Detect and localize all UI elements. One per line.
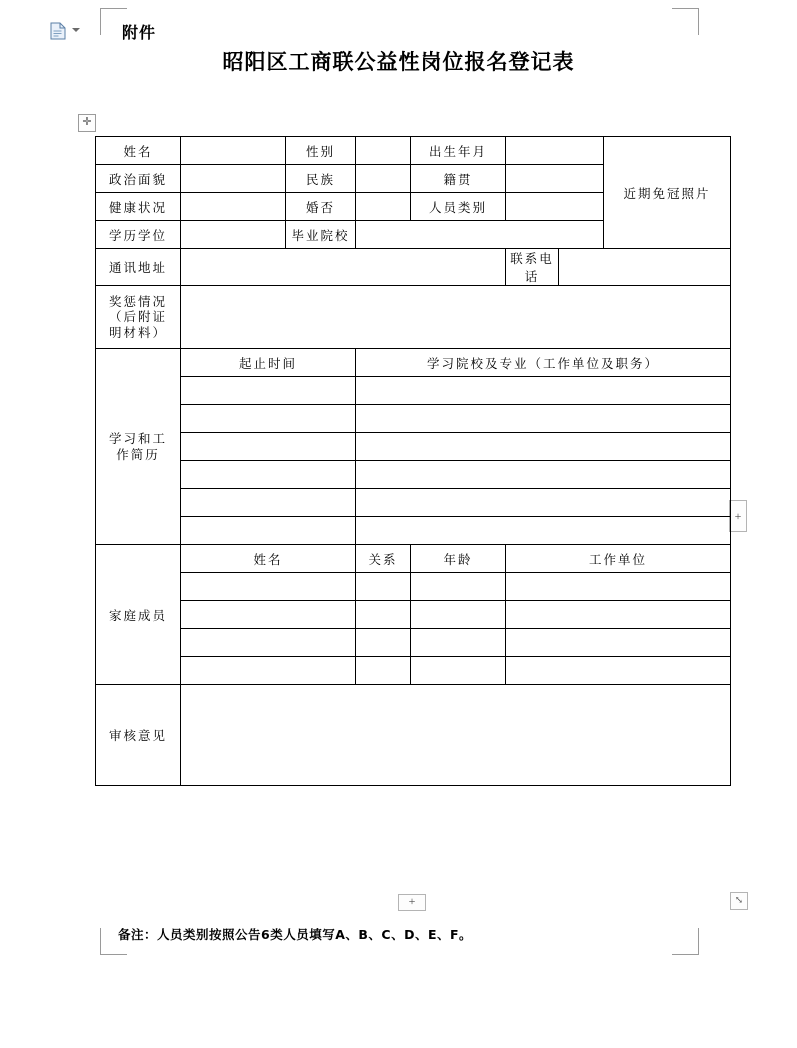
document-icon[interactable] [50, 22, 66, 40]
add-column-button[interactable]: + [729, 500, 747, 532]
cell-period[interactable] [181, 517, 356, 545]
cell-relation[interactable] [356, 573, 411, 601]
registration-form-table [95, 136, 731, 786]
label-ethnicity: 民族 [286, 165, 356, 193]
cell-work-unit[interactable] [506, 573, 731, 601]
cell-experience-detail[interactable] [356, 405, 731, 433]
table-row [96, 601, 731, 629]
page-title: 昭阳区工商联公益性岗位报名登记表 [222, 50, 575, 74]
value-address[interactable] [181, 249, 506, 286]
table-row [96, 545, 731, 573]
label-person-type: 人员类别 [411, 193, 506, 221]
cell-family-name[interactable] [181, 657, 356, 685]
footer-note: 备注：人员类别按照公告6类人员填写A、B、C、D、E、F。 [118, 927, 473, 942]
table-row [96, 249, 731, 286]
cell-family-name[interactable] [181, 601, 356, 629]
label-phone: 联系电话 [506, 249, 559, 286]
cell-relation[interactable] [356, 657, 411, 685]
table-row [96, 517, 731, 545]
label-gender: 性别 [286, 137, 356, 165]
cell-age[interactable] [411, 601, 506, 629]
label-photo: 近期免冠照片 [604, 137, 731, 249]
attachment-label: 附件 [122, 23, 157, 42]
value-review-opinion[interactable] [181, 685, 731, 786]
cell-period[interactable] [181, 377, 356, 405]
value-marital[interactable] [356, 193, 411, 221]
table-row [96, 573, 731, 601]
cell-relation[interactable] [356, 601, 411, 629]
table-row [96, 137, 731, 165]
label-native-place: 籍贯 [411, 165, 506, 193]
value-awards[interactable] [181, 286, 731, 349]
label-political-status: 政治面貌 [96, 165, 181, 193]
header-experience-detail: 学习院校及专业（工作单位及职务） [356, 349, 731, 377]
table-row [96, 405, 731, 433]
header-age: 年龄 [411, 545, 506, 573]
label-name: 姓名 [96, 137, 181, 165]
value-ethnicity[interactable] [356, 165, 411, 193]
add-row-button[interactable]: + [398, 894, 426, 911]
value-native-place[interactable] [506, 165, 604, 193]
label-awards-line1: 奖惩情况 [108, 293, 167, 309]
value-school[interactable] [356, 221, 604, 249]
label-address: 通讯地址 [96, 249, 181, 286]
cell-period[interactable] [181, 405, 356, 433]
crop-mark-bottom-right [672, 928, 699, 955]
label-awards [96, 286, 181, 349]
value-health[interactable] [181, 193, 286, 221]
label-marital: 婚否 [286, 193, 356, 221]
header-period: 起止时间 [181, 349, 356, 377]
cell-experience-detail[interactable] [356, 517, 731, 545]
value-education[interactable] [181, 221, 286, 249]
table-row [96, 685, 731, 786]
label-birth-date: 出生年月 [411, 137, 506, 165]
table-row [96, 286, 731, 349]
table-row [96, 433, 731, 461]
header-family-name: 姓名 [181, 545, 356, 573]
cell-family-name[interactable] [181, 573, 356, 601]
table-row [96, 349, 731, 377]
crop-mark-top-right [672, 8, 699, 35]
cell-work-unit[interactable] [506, 629, 731, 657]
value-birth-date[interactable] [506, 137, 604, 165]
value-name[interactable] [181, 137, 286, 165]
table-move-handle[interactable]: ✛ [78, 114, 96, 132]
table-row [96, 377, 731, 405]
chevron-down-icon[interactable] [72, 28, 80, 32]
value-gender[interactable] [356, 137, 411, 165]
label-school: 毕业院校 [286, 221, 356, 249]
label-family: 家庭成员 [96, 545, 181, 685]
label-awards-line2: （后附证 [108, 309, 167, 325]
label-experience [96, 349, 181, 545]
header-work-unit: 工作单位 [506, 545, 731, 573]
table-row [96, 489, 731, 517]
label-awards-line3: 明材料） [108, 324, 167, 340]
table-row [96, 629, 731, 657]
value-phone[interactable] [559, 249, 731, 286]
cell-period[interactable] [181, 433, 356, 461]
label-health: 健康状况 [96, 193, 181, 221]
cell-experience-detail[interactable] [356, 489, 731, 517]
cell-age[interactable] [411, 573, 506, 601]
label-education: 学历学位 [96, 221, 181, 249]
label-experience-line2: 作简历 [116, 446, 160, 462]
value-person-type[interactable] [506, 193, 604, 221]
value-political-status[interactable] [181, 165, 286, 193]
table-row [96, 657, 731, 685]
cell-period[interactable] [181, 461, 356, 489]
table-row [96, 461, 731, 489]
header-relation: 关系 [356, 545, 411, 573]
label-review-opinion: 审核意见 [96, 685, 181, 786]
cell-experience-detail[interactable] [356, 433, 731, 461]
cell-work-unit[interactable] [506, 657, 731, 685]
label-experience-line1: 学习和工 [108, 430, 167, 446]
cell-age[interactable] [411, 657, 506, 685]
cell-period[interactable] [181, 489, 356, 517]
table-resize-grip[interactable]: ⤡ [730, 892, 748, 910]
cell-experience-detail[interactable] [356, 461, 731, 489]
cell-work-unit[interactable] [506, 601, 731, 629]
cell-age[interactable] [411, 629, 506, 657]
cell-relation[interactable] [356, 629, 411, 657]
cell-family-name[interactable] [181, 629, 356, 657]
cell-experience-detail[interactable] [356, 377, 731, 405]
